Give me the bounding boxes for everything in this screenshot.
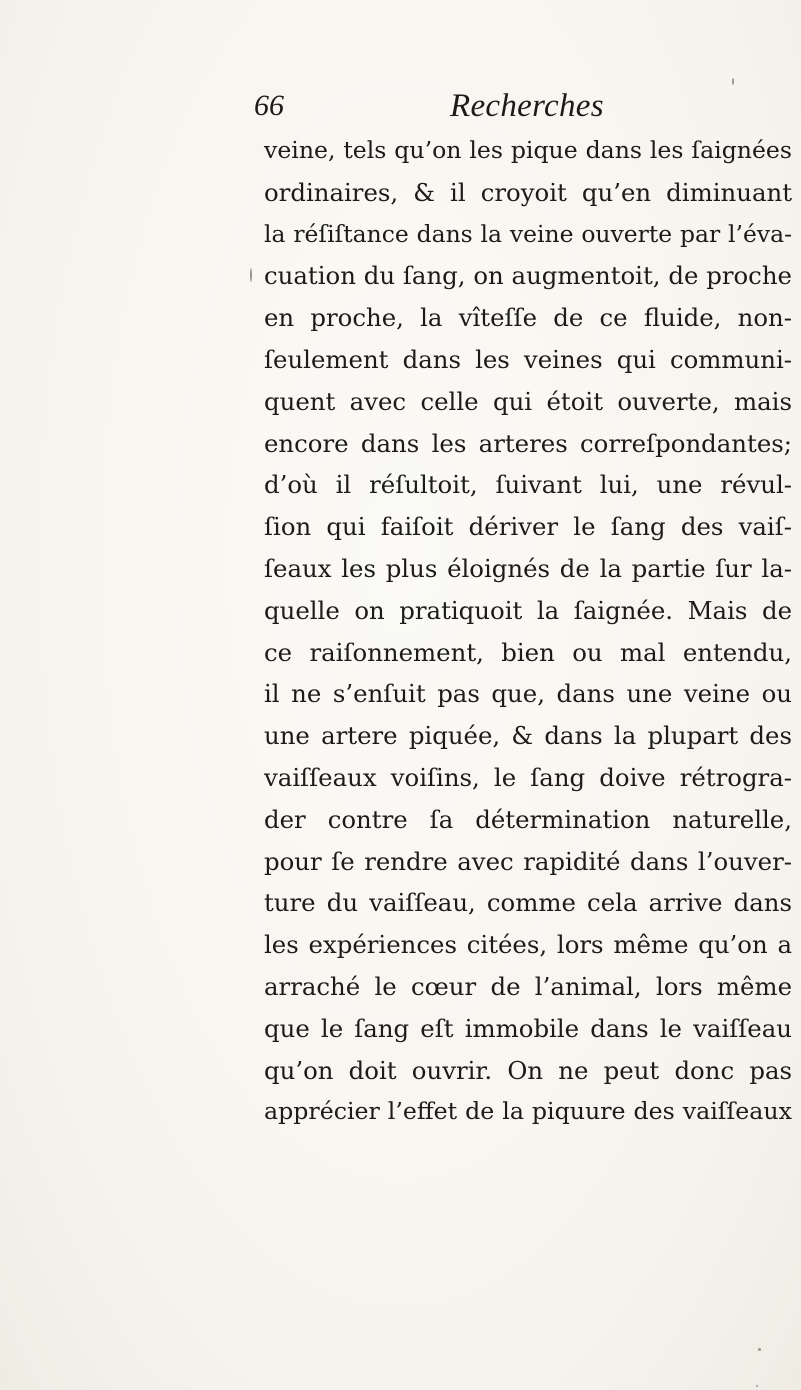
running-title: Recherches: [450, 88, 604, 124]
text-line: apprécier l’effet de la piquure des vaiſſeaux: [264, 1097, 792, 1126]
text-line: quent avec celle qui étoit ouverte, mais: [264, 386, 792, 416]
paper-speck: [756, 1385, 758, 1387]
text-line: vaiſſeaux voiſins, le ſang doive rétrogra-: [264, 762, 792, 792]
text-line: der contre ſa détermination naturelle,: [264, 804, 792, 834]
text-line: quelle on pratiquoit la ſaignée. Mais de: [264, 595, 792, 625]
text-line: la réſiſtance dans la veine ouverte par l’éva-: [264, 219, 792, 248]
text-line: ce raiſonnement, bien ou mal entendu,: [264, 637, 792, 667]
paper-speck: [250, 268, 252, 282]
text-line: une artere piquée, & dans la plupart des: [264, 721, 792, 751]
text-line: qu’on doit ouvrir. On ne peut donc pas: [264, 1055, 792, 1085]
text-line: arraché le cœur de l’animal, lors même: [264, 971, 792, 1001]
text-line: cuation du ſang, on augmentoit, de proche: [264, 261, 792, 291]
text-line: encore dans les arteres correſpondantes;: [264, 428, 792, 458]
text-line: en proche, la vîteſſe de ce fluide, non-: [264, 303, 792, 333]
running-header: [254, 86, 714, 130]
paper-speck: [732, 78, 734, 85]
text-line: ſion qui faiſoit dériver le ſang des vaiſ-: [264, 512, 792, 542]
text-line: que le ſang eſt immobile dans le vaiſſeau: [264, 1013, 792, 1043]
text-line: ture du vaiſſeau, comme cela arrive dans: [264, 888, 792, 918]
text-line: il ne s’enſuit pas que, dans une veine ou: [264, 679, 792, 709]
text-line: d’où il réſultoit, ſuivant lui, une révul-: [264, 470, 792, 500]
page-number: 66: [254, 89, 284, 122]
paper-speck: [758, 1348, 761, 1351]
text-line: ordinaires, & il croyoit qu’en diminuant: [264, 177, 792, 207]
text-line: veine, tels qu’on les pique dans les ſaignées: [264, 136, 792, 164]
text-line: ſeaux les plus éloignés de la partie ſur la-: [264, 553, 792, 583]
body-text: [264, 130, 792, 1133]
text-line: ſeulement dans les veines qui communi-: [264, 344, 792, 374]
text-line: pour ſe rendre avec rapidité dans l’ouver-: [264, 846, 792, 876]
text-line: les expériences citées, lors même qu’on a: [264, 930, 792, 960]
